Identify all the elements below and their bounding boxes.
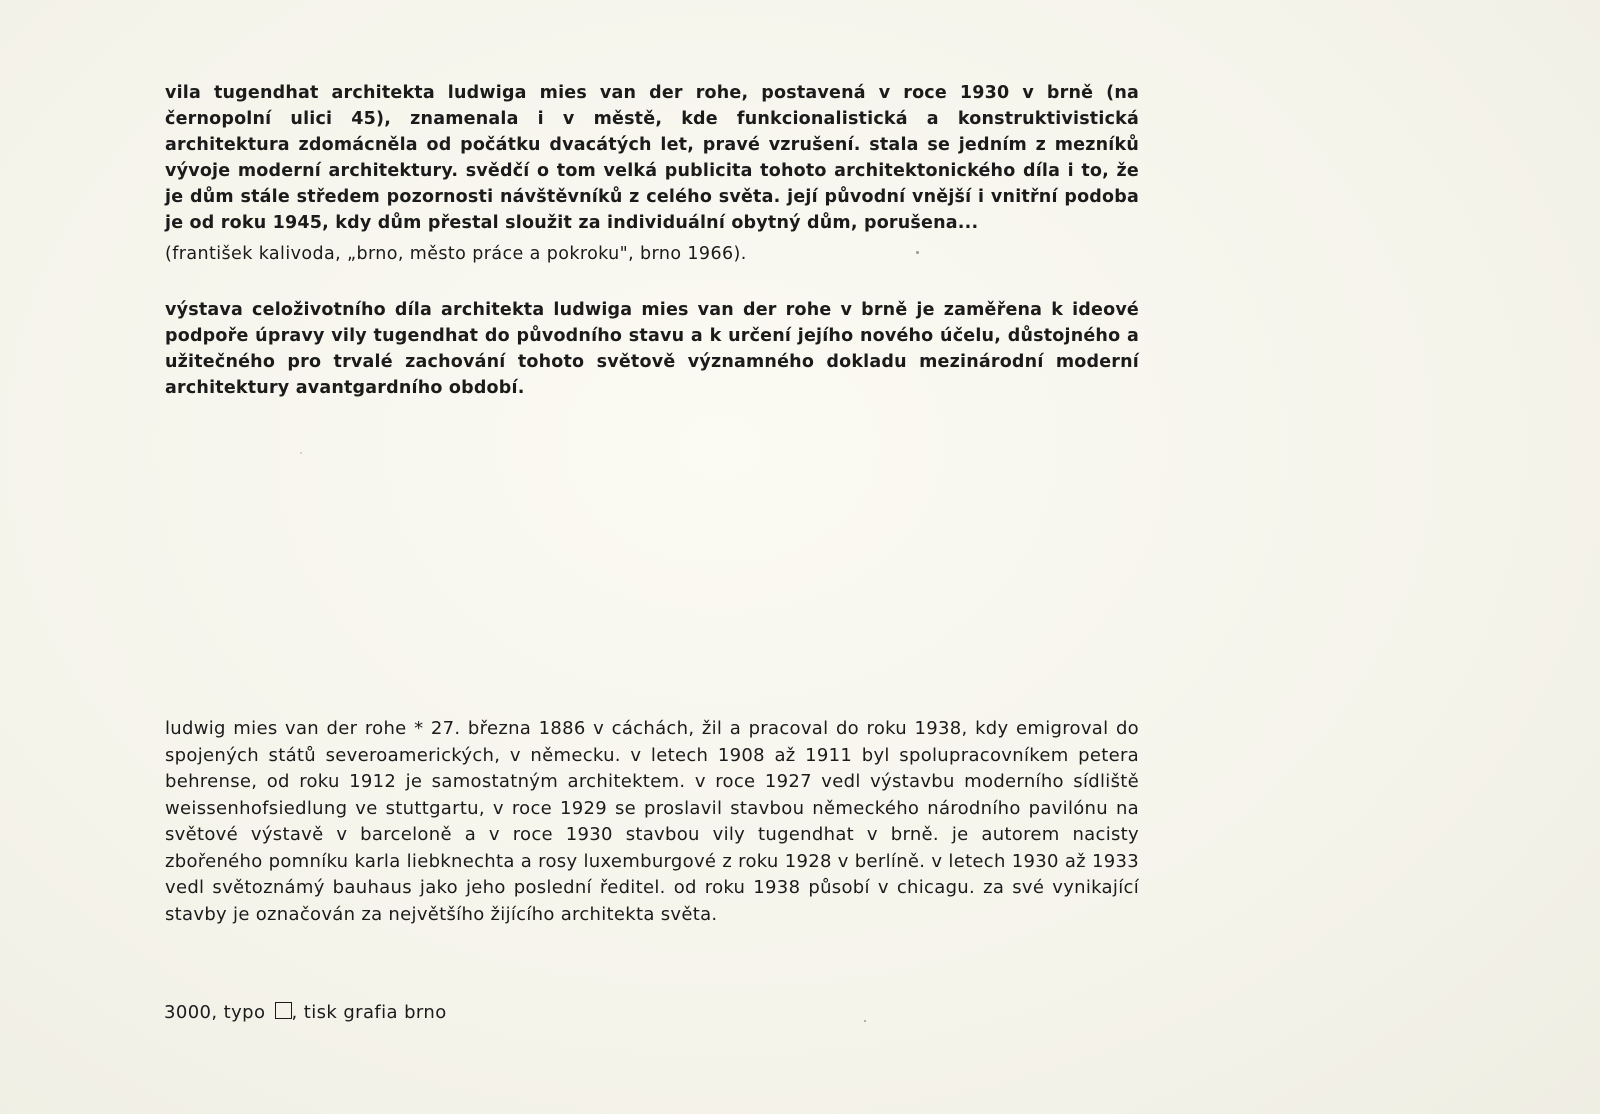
paper-speck — [864, 1020, 866, 1022]
tugendhat-quote-paragraph: vila tugendhat architekta ludwiga mies van der rohe, postavená v roce 1930 v brně (na černopolní ulici 45), znamenala i v městě, kde funkcionalistická a konstruktivistická architektura zdomácněla od počátku dvacátých let, pravé vzrušení. stala se jedním z mezníků vývoje moderní architektury. svědčí o tom velká publicita tohoto architektonického díla i to, že je dům stále středem pozornosti návštěvníků z celého světa. její původní vnější i vnitřní podoba je od roku 1945, kdy dům přestal sloužit za individuální obytný dům, porušena... — [165, 83, 1139, 233]
exhibition-paragraph: výstava celoživotního díla architekta ludwiga mies van der rohe v brně je zaměřena k ideové podpoře úpravy vily tugendhat do původního stavu a k určení jejího nového účelu, důstojného a užitečného pro trvalé zachování tohoto světově významného dokladu mezinárodní moderní architektury avantgardního období. — [165, 300, 1139, 398]
paper-speck — [916, 251, 919, 254]
quote-citation: (františek kalivoda, „brno, město práce a pokroku", brno 1966). — [165, 244, 747, 264]
paper-speck — [300, 452, 302, 454]
colophon — [164, 1002, 447, 1023]
colophon-print-run: 3000, typo — [164, 1002, 266, 1023]
square-box-icon — [275, 1002, 292, 1019]
colophon-printer: , tisk grafia brno — [291, 1002, 447, 1023]
biography-paragraph: ludwig mies van der rohe * 27. března 1886 v cáchách, žil a pracoval do roku 1938, kdy emigroval do spojených států severoamerických, v německu. v letech 1908 až 1911 byl spolupracovníkem petera behrense, od roku 1912 je samostatným architektem. v roce 1927 vedl výstavbu moderního sídliště weissenhofsiedlung ve stuttgartu, v roce 1929 se proslavil stavbou německého národního pavilónu na světové výstavě v barceloně a v roce 1930 stavbou vily tugendhat v brně. je autorem nacisty zbořeného pomníku karla liebknechta a rosy luxemburgové z roku 1928 v berlíně. v letech 1930 až 1933 vedl světoznámý bauhaus jako jeho poslední ředitel. od roku 1938 působí v chicagu. za své vynikající stavby je označován za největšího žijícího architekta světa. — [165, 718, 1139, 925]
